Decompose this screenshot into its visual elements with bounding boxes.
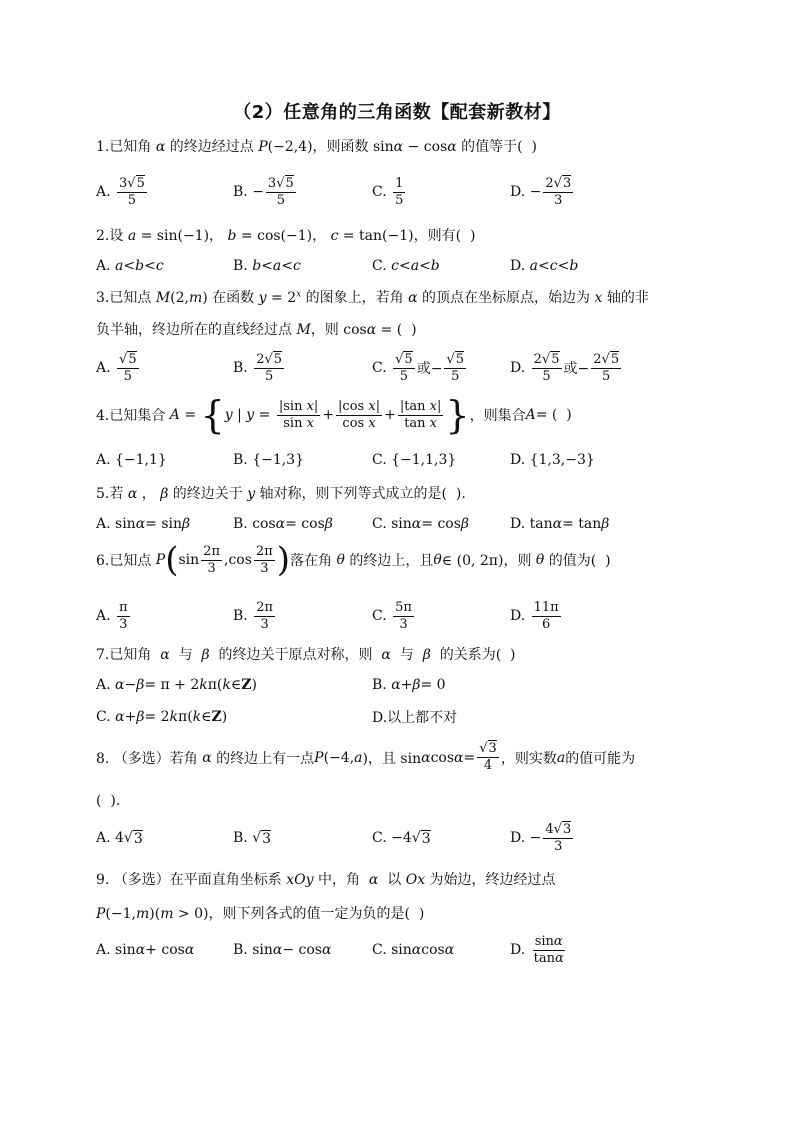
option-c[interactable]: C. $\frac{5\pi}{3}$ <box>372 599 412 632</box>
option-b[interactable]: B. √ 3 <box>233 818 271 858</box>
question-9-stem-line2: P(−1,m)(m > 0)，则下列各式的值一定为负的是( ) <box>96 906 425 922</box>
option-b[interactable]: B. $\frac{2\pi}{3}$ <box>233 599 274 632</box>
option-a[interactable]: A. sin α = sin β <box>96 516 191 532</box>
option-a[interactable]: A. √ $\frac{5}{5}$ <box>96 348 141 388</box>
question-6-stem: 6.已知点 P ( sin $\frac{2\pi}{3}$ ,cos $\frac{2\pi}{3}$ ) 落在角 θ 的终边上，且 θ ∈ (0, 2π)，则 θ 的值为( ) <box>96 540 611 580</box>
option-c[interactable]: C. α + β = 2 k π( k ∈ Z ) <box>96 709 228 725</box>
page-title: （2）任意角的三角函数【配套新教材】 <box>233 102 561 123</box>
option-b[interactable]: B. − $\frac{3√ 5}{5}$ <box>233 172 298 212</box>
question-5-options <box>96 504 716 544</box>
question-9-options <box>96 930 716 970</box>
question-8-stem-line1: 8. （多选）若角 α 的终边上有一点 P (−4, a )，且 sin α cos α = √ $\frac{3}{4}$ ，则实数 a 的值可能为 <box>96 741 635 774</box>
option-c[interactable]: C. √ $\frac{5}{5}$ 或− √ $\frac{5}{5}$ <box>372 348 468 388</box>
question-1-options <box>96 172 716 212</box>
question-9-stem-line1: 9. （多选）在平面直角坐标系 xOy 中，角 α 以 Ox 为始边，终边经过点 <box>96 872 556 888</box>
option-d[interactable]: D. − $\frac{2√ 3}{3}$ <box>510 172 575 212</box>
option-d[interactable]: D. $\frac{2√ 5}{5}$ 或− $\frac{2√ 5}{5}$ <box>510 348 623 388</box>
option-c[interactable]: C. c < a < b <box>372 258 440 274</box>
question-2-stem: 2.设 a = sin(−1)， b = cos(−1)， c = tan(−1)，则有( ) <box>96 228 476 244</box>
question-3-stem-line1: 3.已知点 M(2,m) 在函数 $y = 2^x$ 的图象上，若角 α 的顶点在坐标原点，始边为 x 轴的非 <box>96 289 649 306</box>
option-a[interactable]: A. sin α + cos α <box>96 942 195 958</box>
option-c[interactable]: C. −4 √ 3 <box>372 818 431 858</box>
option-d[interactable]: D. tan α = tan β <box>510 516 610 532</box>
option-c[interactable]: C. $\frac{1}{5}$ <box>372 175 404 208</box>
question-7-stem: 7.已知角 α 与 β 的终边关于原点对称，则 α 与 β 的关系为( ) <box>96 647 516 663</box>
option-b[interactable]: B. α + β = 0 <box>372 677 446 693</box>
option-d[interactable]: D. $\frac{\sin\alpha}{\tan\alpha}$ <box>510 933 564 966</box>
q1-text: 1.已知角 α 的终边经过点 P(−2,4)，则函数 sinα − cosα 的值等于( ) <box>96 139 537 155</box>
question-6-options <box>96 596 716 636</box>
option-a[interactable]: A. 4 √ 3 <box>96 818 143 858</box>
option-a[interactable]: A. a < b < c <box>96 258 164 274</box>
option-d[interactable]: D.以上都不对 <box>372 710 458 726</box>
option-a[interactable]: A. $\frac{\pi}{3}$ <box>96 599 128 632</box>
option-b[interactable]: B. {−1,3} <box>233 452 304 468</box>
question-8-stem-line2: ( ). <box>96 793 121 809</box>
option-b[interactable]: B. cos α = cos β <box>233 516 333 532</box>
option-a[interactable]: A. $\frac{3√ 5}{5}$ <box>96 172 149 212</box>
question-4-stem: 4.已知集合 A = { y | y = $\frac{\text{|sin x|}}{\text{sin x}}$ + $\frac{\text{|cos x|}}{\text{cos x}}$ + $\frac{\text{|tan x|}}{\text{tan x}}$ } ，则集合 A = ( ) <box>96 393 572 437</box>
question-3-options <box>96 348 716 388</box>
option-d[interactable]: D. a < c < b <box>510 258 579 274</box>
option-b[interactable]: B. sin α − cos α <box>233 942 332 958</box>
option-d[interactable]: D. $\frac{11\pi}{6}$ <box>510 599 559 632</box>
question-4-options <box>96 440 716 480</box>
question-2-options <box>96 246 716 286</box>
option-c[interactable]: C. {−1,1,3} <box>372 452 457 468</box>
question-3-stem-line2: 负半轴，终边所在的直线经过点 M，则 cosα = ( ) <box>96 322 417 338</box>
question-1-stem <box>96 136 537 156</box>
option-d[interactable]: D. {1,3,−3} <box>510 452 595 468</box>
option-d[interactable]: D. − $\frac{4√ 3}{3}$ <box>510 818 575 858</box>
option-b[interactable]: B. b < a < c <box>233 258 301 274</box>
option-a[interactable]: A. {−1,1} <box>96 452 167 468</box>
question-8-options <box>96 818 716 858</box>
option-c[interactable]: C. sin α = cos β <box>372 516 469 532</box>
option-c[interactable]: C. sin α cos α <box>372 942 455 958</box>
question-7-options-row2 <box>96 698 716 736</box>
option-b[interactable]: B. $\frac{2√ 5}{5}$ <box>233 348 286 388</box>
option-a[interactable]: A. α − β = π + 2 k π( k ∈ Z ) <box>96 677 257 693</box>
question-5-stem: 5.若 α ， β 的终边关于 y 轴对称，则下列等式成立的是( ). <box>96 486 466 502</box>
